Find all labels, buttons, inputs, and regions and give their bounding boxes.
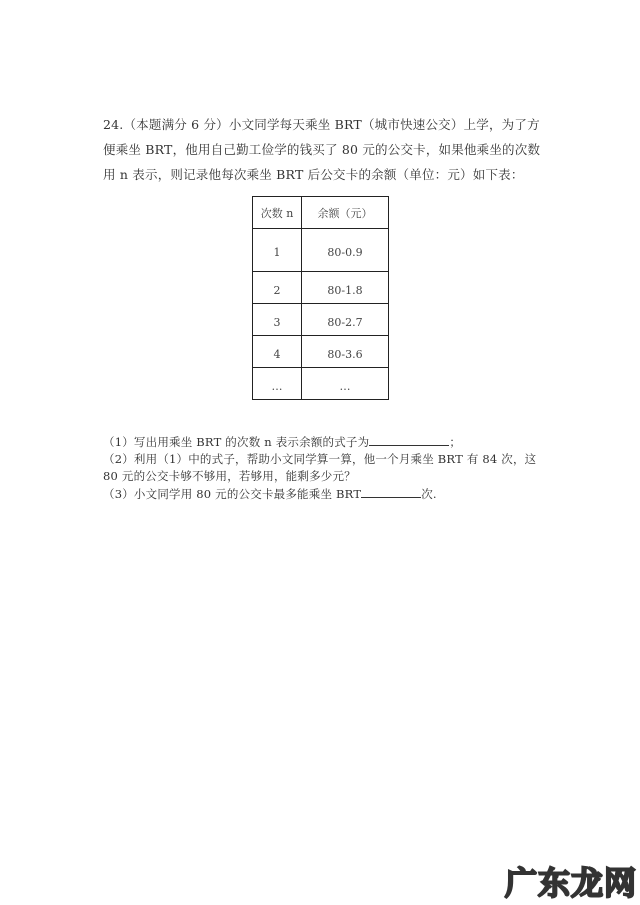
cell-balance: 80-1.8 bbox=[302, 272, 389, 304]
question-1-text: （1）写出用乘坐 BRT 的次数 n 表示余额的式子为 bbox=[103, 435, 370, 449]
cell-count: 4 bbox=[253, 336, 302, 368]
answer-blank-1 bbox=[369, 433, 449, 446]
answer-blank-3 bbox=[361, 485, 421, 498]
question-3-end: 次. bbox=[421, 487, 437, 501]
table-row bbox=[253, 368, 389, 400]
question-1 bbox=[103, 433, 553, 451]
cell-count: 1 bbox=[253, 229, 302, 272]
cell-count: 3 bbox=[253, 304, 302, 336]
table-header-row bbox=[253, 197, 389, 229]
cell-balance: 80-0.9 bbox=[302, 229, 389, 272]
cell-balance: … bbox=[302, 368, 389, 400]
table-row bbox=[253, 272, 389, 304]
cell-balance: 80-2.7 bbox=[302, 304, 389, 336]
table-row bbox=[253, 304, 389, 336]
question-2: （2）利用（1）中的式子，帮助小文同学算一算，他一个月乘坐 BRT 有 84 次，这 80 元的公交卡够不够用，若够用，能剩多少元？ bbox=[103, 452, 537, 483]
watermark-logo: 广东龙网 bbox=[505, 864, 638, 902]
question-3 bbox=[103, 485, 553, 503]
question-1-end: ； bbox=[449, 435, 462, 449]
cell-balance: 80-3.6 bbox=[302, 336, 389, 368]
table-row bbox=[253, 229, 389, 272]
table-row bbox=[253, 336, 389, 368]
questions bbox=[103, 433, 553, 503]
balance-table bbox=[252, 196, 389, 400]
header-balance: 余额（元） bbox=[302, 197, 389, 229]
question-3-text: （3）小文同学用 80 元的公交卡最多能乘坐 BRT bbox=[103, 487, 362, 501]
cell-count: 2 bbox=[253, 272, 302, 304]
cell-count: … bbox=[253, 368, 302, 400]
header-count: 次数 n bbox=[253, 197, 302, 229]
problem-intro: 24.（本题满分 6 分）小文同学每天乘坐 BRT（城市快速公交）上学，为了方便乘坐 BRT，他用自己勤工俭学的钱买了 80 元的公交卡，如果他乘坐的次数用 n 表示，则记录他每次乘坐 BRT 后公交卡的余额（单位：元）如下表： bbox=[103, 117, 541, 182]
